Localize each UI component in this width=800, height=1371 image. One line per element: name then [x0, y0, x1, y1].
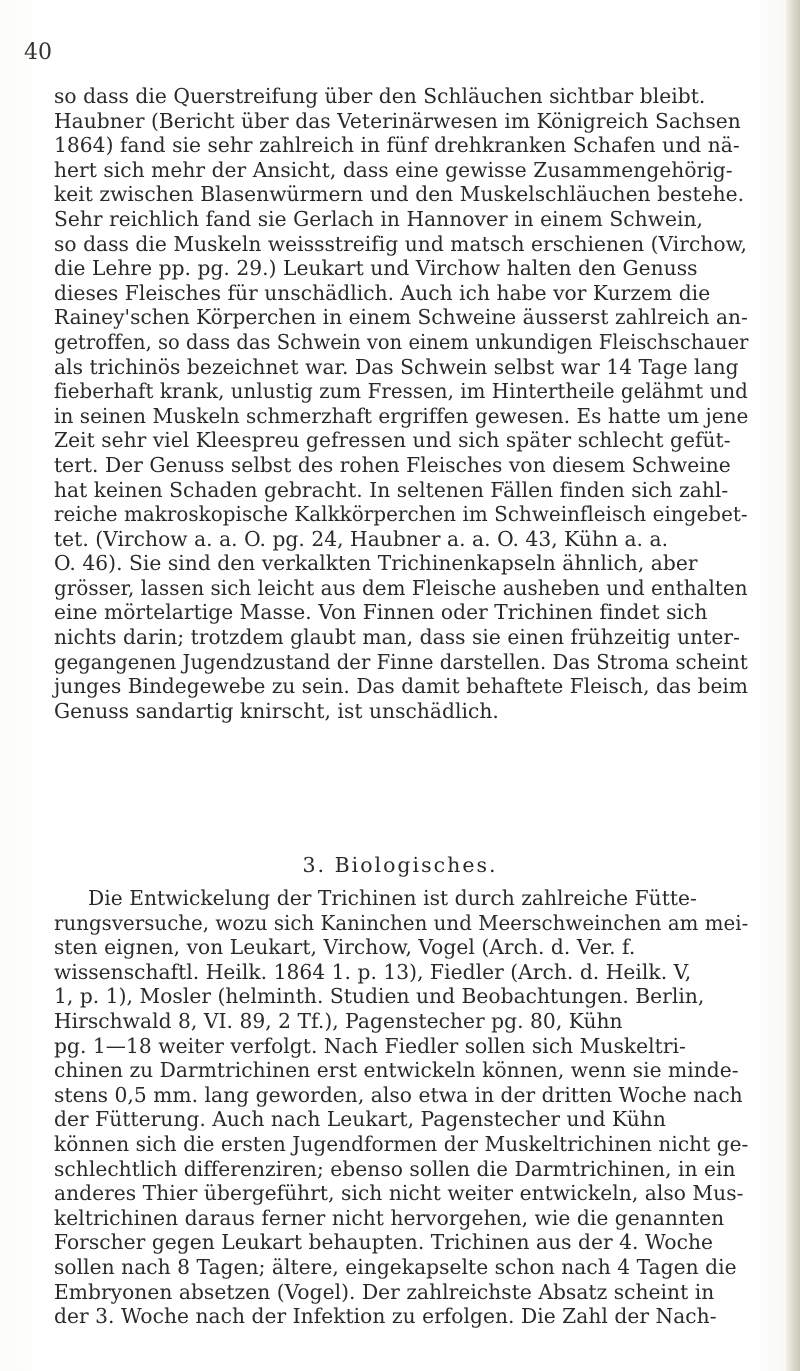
text-line: als trichinös bezeichnet war. Das Schwein selbst war 14 Tage lang — [54, 354, 739, 379]
text-line: keltrichinen daraus ferner nicht hervorgehen, wie die genannten — [54, 1205, 725, 1230]
text-line: 1, p. 1), Mosler (helminth. Studien und Beobachtungen. Berlin, — [54, 984, 705, 1009]
text-line: getroffen, so dass das Schwein von einem unkundigen Fleischschauer — [54, 329, 749, 354]
text-line: können sich die ersten Jugendformen der Muskeltrichinen nicht ge- — [54, 1131, 749, 1156]
page-edge — [786, 0, 800, 1371]
text-line: sollen nach 8 Tagen; ältere, eingekapselte schon nach 4 Tagen die — [54, 1254, 737, 1279]
text-line: grösser, lassen sich leicht aus dem Fleische ausheben und enthalten — [54, 575, 748, 600]
section-heading: 3. Biologisches. — [302, 853, 498, 877]
text-line: dieses Fleisches für unschädlich. Auch ich habe vor Kurzem die — [54, 280, 711, 305]
text-line: pg. 1—18 weiter verfolgt. Nach Fiedler sollen sich Muskeltri- — [54, 1033, 686, 1058]
text-line: sten eignen, von Leukart, Virchow, Vogel (Arch. d. Ver. f. — [54, 935, 636, 960]
text-line: Embryonen absetzen (Vogel). Der zahlreichste Absatz scheint in — [54, 1279, 715, 1304]
text-line: 1864) fand sie sehr zahlreich in fünf drehkranken Schafen und nä- — [54, 133, 740, 158]
text-line: eine mörtelartige Masse. Von Finnen oder Trichinen findet sich — [54, 600, 708, 625]
text-line: Haubner (Bericht über das Veterinärwesen im Königreich Sachsen — [54, 108, 741, 133]
text-line: die Lehre pp. pg. 29.) Leukart und Virchow halten den Genuss — [54, 256, 698, 281]
text-line: der Fütterung. Auch nach Leukart, Pagenstecher und Kühn — [54, 1107, 666, 1132]
text-line: Rainey'schen Körperchen in einem Schweine äusserst zahlreich an- — [54, 305, 748, 330]
page-number: 40 — [24, 40, 52, 65]
text-line: der 3. Woche nach der Infektion zu erfolgen. Die Zahl der Nach- — [54, 1304, 717, 1329]
text-line: fieberhaft krank, unlustig zum Fressen, im Hintertheile gelähmt und — [54, 379, 748, 404]
text-line: Die Entwickelung der Trichinen ist durch zahlreiche Fütte- — [88, 886, 697, 910]
text-line: so dass die Muskeln weissstreifig und matsch erschienen (Virchow, — [54, 231, 748, 256]
paragraph-2 — [54, 886, 748, 1329]
text-line: stens 0,5 mm. lang geworden, also etwa in der dritten Woche nach — [54, 1082, 743, 1107]
text-line: junges Bindegewebe zu sein. Das damit behaftete Fleisch, das beim — [54, 674, 748, 699]
text-line: gegangenen Jugendzustand der Finne darstellen. Das Stroma scheint — [54, 649, 748, 674]
text-line: nichts darin; trotzdem glaubt man, dass sie einen frühzeitig unter- — [54, 625, 740, 650]
text-line: O. 46). Sie sind den verkalkten Trichinenkapseln ähnlich, aber — [54, 551, 698, 576]
text-line: Hirschwald 8, VI. 89, 2 Tf.), Pagenstecher pg. 80, Kühn — [54, 1008, 623, 1033]
text-line: wissenschaftl. Heilk. 1864 1. p. 13), Fiedler (Arch. d. Heilk. V, — [54, 959, 692, 984]
text-line: chinen zu Darmtrichinen erst entwickeln können, wenn sie minde- — [54, 1058, 739, 1083]
text-line: anderes Thier übergeführt, sich nicht weiter entwickeln, also Mus- — [54, 1181, 744, 1206]
text-line: Zeit sehr viel Kleespreu gefressen und sich später schlecht gefüt- — [54, 428, 731, 453]
text-line: keit zwischen Blasenwürmern und den Muskelschläuchen bestehe. — [54, 182, 745, 207]
text-line: tert. Der Genuss selbst des rohen Fleisches von diesem Schweine — [54, 452, 731, 477]
text-line: tet. (Virchow a. a. O. pg. 24, Haubner a. a. O. 43, Kühn a. a. — [54, 526, 669, 551]
text-line: Genuss sandartig knirscht, ist unschädlich. — [54, 698, 499, 723]
text-line: schlechtlich differenziren; ebenso sollen die Darmtrichinen, in ein — [54, 1156, 736, 1181]
text-line: hert sich mehr der Ansicht, dass eine gewisse Zusammengehörig- — [54, 157, 733, 182]
text-line: in seinen Muskeln schmerzhaft ergriffen gewesen. Es hatte um jene — [54, 403, 749, 428]
paragraph-1 — [54, 84, 748, 723]
text-line: reiche makroskopische Kalkkörperchen im Schweinfleisch eingebet- — [54, 502, 748, 527]
text-line: hat keinen Schaden gebracht. In seltenen Fällen finden sich zahl- — [54, 477, 729, 502]
text-line: so dass die Querstreifung über den Schläuchen sichtbar bleibt. — [54, 84, 706, 108]
text-line: rungsversuche, wozu sich Kaninchen und Meerschweinchen am mei- — [54, 910, 749, 935]
text-line: Forscher gegen Leukart behaupten. Trichinen aus der 4. Woche — [54, 1230, 713, 1255]
text-line: Sehr reichlich fand sie Gerlach in Hannover in einem Schwein, — [54, 206, 703, 231]
